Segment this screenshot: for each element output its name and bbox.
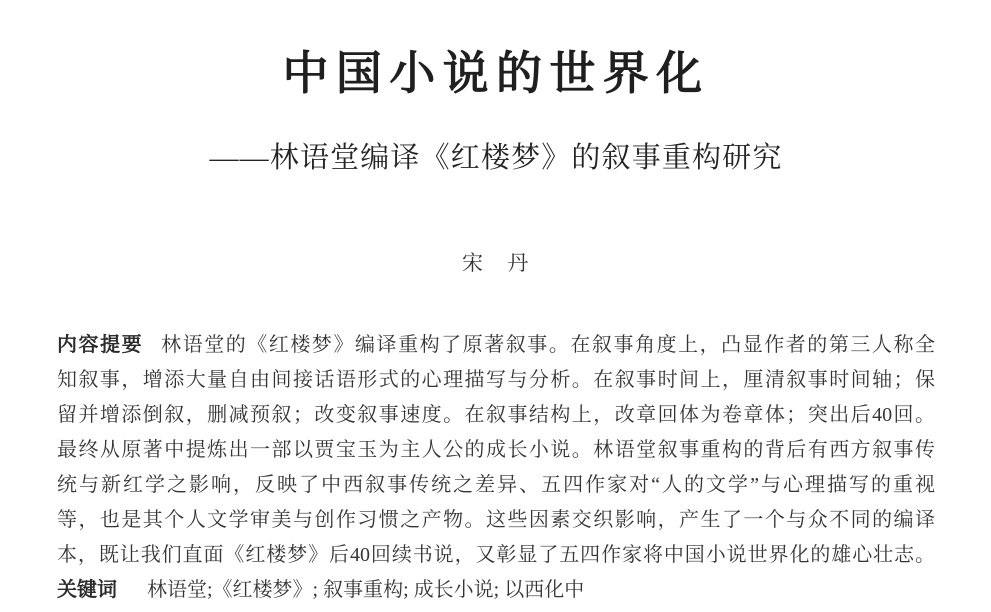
abstract-line-7: 本，既让我们直面《红楼梦》后40回续书说，又彰显了五四作家将中国小说世界化的雄心壮志。 xyxy=(57,544,935,566)
paper-subtitle: ——林语堂编译《红楼梦》的叙事重构研究 xyxy=(209,142,783,174)
abstract-line-1 xyxy=(57,328,935,363)
abstract-line-6: 等，也是其个人文学审美与创作习惯之产物。这些因素交织影响，产生了一个与众不同的编译 xyxy=(57,509,935,531)
author-name: 宋 丹 xyxy=(461,251,531,275)
paper-title: 中国小说的世界化 xyxy=(282,48,710,99)
abstract-line-1-text: 林语堂的《红楼梦》编译重构了原著叙事。在叙事角度上，凸显作者的第三人称全 xyxy=(161,334,936,356)
abstract-line-3: 留并增添倒叙，删减预叙；改变叙事速度。在叙事结构上，改章回体为卷章体；突出后40回。 xyxy=(57,404,935,426)
abstract-line-5: 统与新红学之影响，反映了中西叙事传统之差异、五四作家对“人的文学”与心理描写的重视 xyxy=(57,474,935,496)
abstract-label: 内容提要 xyxy=(57,334,144,356)
abstract-block xyxy=(57,328,935,608)
keywords-text: 林语堂;《红楼梦》; 叙事重构; 成长小说; 以西化中 xyxy=(147,579,585,601)
keywords-line xyxy=(57,573,935,608)
abstract-line-4: 最终从原著中提炼出一部以贾宝玉为主人公的成长小说。林语堂叙事重构的背后有西方叙事传 xyxy=(57,439,935,461)
keywords-label: 关键词 xyxy=(57,579,117,601)
abstract-line-2: 知叙事，增添大量自由间接话语形式的心理描写与分析。在叙事时间上，厘清叙事时间轴；保 xyxy=(57,369,935,391)
